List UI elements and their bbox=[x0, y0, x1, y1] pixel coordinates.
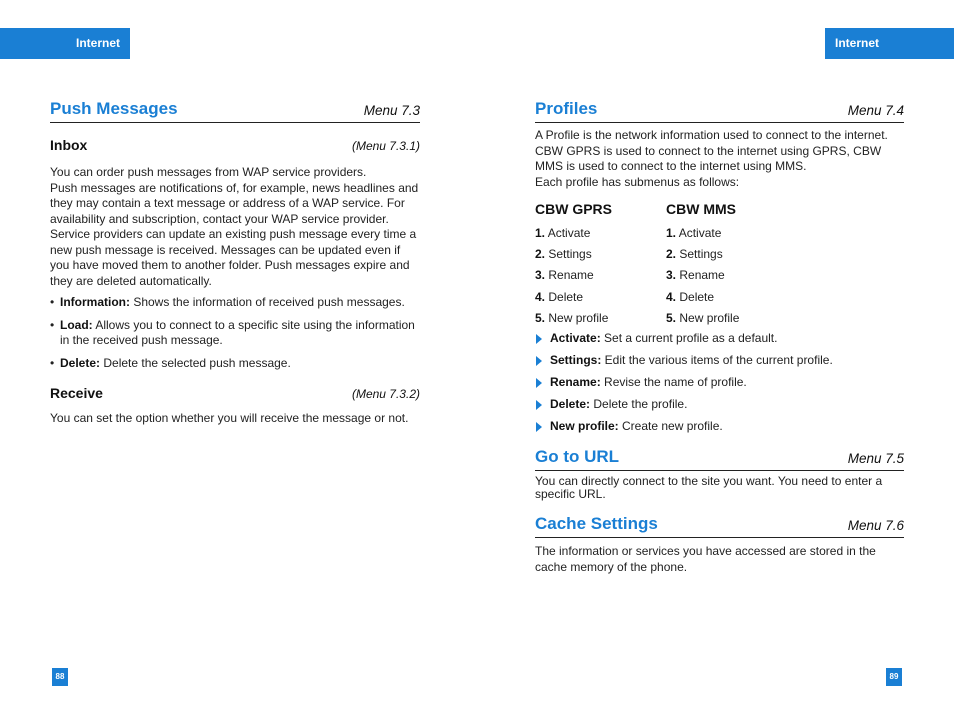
cache-settings-menu-ref: Menu 7.6 bbox=[847, 518, 904, 533]
profile-submenus bbox=[535, 201, 904, 331]
inbox-menu-ref: (Menu 7.3.1) bbox=[351, 139, 420, 153]
page-number-right: 89 bbox=[886, 668, 902, 686]
list-item: 2. Settings bbox=[535, 247, 592, 262]
bullet-information: • Information: Shows the information of received push messages. bbox=[50, 295, 405, 309]
detail-activate: Activate: Set a current profile as a default. bbox=[535, 331, 904, 346]
list-item: 3. Rename bbox=[666, 268, 725, 283]
list-item: 1. Activate bbox=[535, 226, 591, 240]
list-item: 5. New profile bbox=[666, 310, 740, 325]
cbw-mms-title: CBW MMS bbox=[666, 201, 736, 217]
header-tab-right-label: Internet bbox=[835, 36, 880, 50]
push-messages-menu-ref: Menu 7.3 bbox=[363, 103, 420, 118]
list-item: 3. Rename bbox=[535, 268, 594, 283]
inbox-title: Inbox bbox=[50, 137, 88, 153]
list-item: 1. Activate bbox=[666, 226, 722, 240]
detail-delete: Delete: Delete the profile. bbox=[535, 397, 904, 412]
profiles-menu-ref: Menu 7.4 bbox=[847, 103, 904, 118]
arrow-right-icon bbox=[536, 356, 542, 366]
list-item: 4. Delete bbox=[535, 289, 584, 304]
arrow-right-icon bbox=[536, 334, 542, 344]
detail-rename: Rename: Revise the name of profile. bbox=[535, 375, 904, 390]
cache-settings-title: Cache Settings bbox=[535, 514, 658, 533]
receive-title: Receive bbox=[50, 385, 103, 401]
receive-menu-ref: (Menu 7.3.2) bbox=[351, 387, 420, 401]
receive-body: You can set the option whether you will receive the message or not. bbox=[50, 411, 409, 425]
detail-new-profile: New profile: Create new profile. bbox=[535, 419, 904, 434]
inbox-paragraph: You can order push messages from WAP service providers. bbox=[50, 165, 367, 179]
list-item: 4. Delete bbox=[666, 289, 715, 304]
list-item: 2. Settings bbox=[666, 247, 723, 262]
inbox-body bbox=[50, 165, 420, 289]
push-messages-title: Push Messages bbox=[50, 99, 178, 118]
page-number-left: 88 bbox=[52, 668, 68, 686]
push-messages-heading bbox=[50, 100, 420, 123]
profiles-paragraph: A Profile is the network information used to connect to the internet. CBW GPRS is used to connect to the internet using GPRS, CBW MMS is used to connect to the internet using MMS. bbox=[535, 128, 888, 173]
arrow-right-icon bbox=[536, 378, 542, 388]
profiles-body bbox=[535, 128, 904, 190]
profile-details bbox=[535, 331, 904, 434]
go-to-url-heading bbox=[535, 448, 904, 471]
go-to-url-menu-ref: Menu 7.5 bbox=[847, 451, 904, 466]
header-tab-right bbox=[825, 28, 954, 59]
header-tab-left bbox=[0, 28, 130, 59]
inbox-bullets bbox=[50, 295, 420, 371]
right-page bbox=[535, 100, 904, 575]
inbox-paragraph: Push messages are notifications of, for example, news headlines and they may contain a text message or address of a WAP service. For availability and subscription, contact your WAP service provider. bbox=[50, 180, 419, 226]
cbw-mms-list bbox=[666, 201, 796, 329]
profiles-heading bbox=[535, 100, 904, 123]
receive-heading bbox=[50, 385, 420, 403]
header-tab-left-label: Internet bbox=[75, 36, 120, 50]
bullet-delete: • Delete: Delete the selected push message. bbox=[50, 355, 291, 370]
inbox-heading bbox=[50, 137, 420, 155]
bullet-dot-icon: • bbox=[50, 317, 55, 332]
go-to-url-body: You can directly connect to the site you want. You need to enter a specific URL. bbox=[535, 474, 883, 501]
arrow-right-icon bbox=[536, 422, 542, 432]
go-to-url-title: Go to URL bbox=[535, 447, 620, 466]
profiles-paragraph: Each profile has submenus as follows: bbox=[535, 174, 740, 189]
cache-settings-heading bbox=[535, 515, 904, 538]
cbw-gprs-title: CBW GPRS bbox=[535, 201, 612, 217]
bullet-dot-icon: • bbox=[50, 355, 55, 370]
list-item: 5. New profile bbox=[535, 310, 609, 325]
bullet-load: • Load: Allows you to connect to a specific site using the information in the received push message. bbox=[50, 317, 415, 347]
left-page bbox=[50, 100, 420, 427]
profiles-title: Profiles bbox=[535, 99, 598, 118]
arrow-right-icon bbox=[536, 400, 542, 410]
inbox-paragraph: Service providers can update an existing push message every time a new push message is received. Messages can be updated even if you have moved them to another folder. Push messages expire and they are deleted automatically. bbox=[50, 227, 417, 288]
cbw-gprs-list bbox=[535, 201, 665, 329]
detail-settings: Settings: Edit the various items of the current profile. bbox=[535, 353, 904, 368]
bullet-dot-icon: • bbox=[50, 295, 55, 309]
cache-settings-body: The information or services you have accessed are stored in the cache memory of the phone. bbox=[535, 544, 876, 574]
